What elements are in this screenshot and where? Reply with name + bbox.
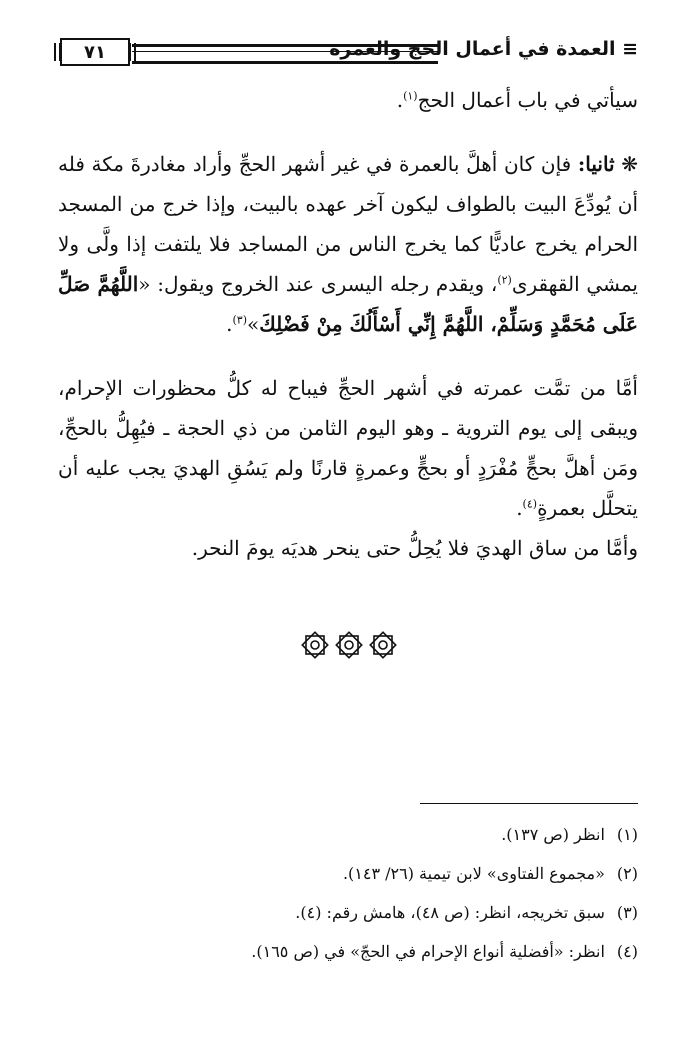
paragraph-1: [58, 80, 638, 120]
footnote-ref-4[interactable]: (٤): [522, 497, 538, 511]
footnote-separator: [420, 803, 638, 804]
footnote-number: (٢): [616, 864, 638, 883]
paragraph-2: [58, 144, 638, 344]
footnote-number: (٣): [616, 903, 638, 922]
footnote-ref-2[interactable]: (٢): [497, 273, 512, 287]
footnote-text: «مجموع الفتاوى» لابن تيمية (٢٦/ ١٤٣).: [342, 864, 605, 883]
footnote-text: انظر (ص ١٣٧).: [501, 825, 605, 844]
bullet-icon: ❋: [621, 152, 638, 176]
paragraph-1-end: .: [396, 88, 404, 112]
star-ornament-icon: [334, 630, 364, 660]
footnote-text: سبق تخريجه، انظر: (ص ٤٨)، هامش رقم: (٤).: [295, 903, 605, 922]
paragraph-2-end: .: [226, 312, 233, 336]
footnote-text: انظر: «أفضلية أنواع الإحرام في الحجّ» في (ص ١٦٥).: [251, 942, 605, 961]
dua-quote: اللَّهُمَّ صَلِّ عَلَى مُحَمَّدٍ وَسَلِّمْ، اللَّهُمَّ إِنِّي أَسْأَلُكَ مِنْ فَضْلِكَ: [58, 272, 638, 336]
star-ornament-icon: [300, 630, 330, 660]
footnote-3: [58, 893, 638, 932]
main-text: [58, 80, 638, 568]
footnote-number: (١): [616, 825, 638, 844]
paragraph-3-text: أمَّا من تمَّت عمرته في أشهر الحجِّ فيباح له كلُّ محظورات الإحرام، ويبقى إلى يوم التروية ـ وهو اليوم الثامن من ذي الحجة ـ فيُهِلُّ بالحجِّ، ومَن أهلَّ بحجٍّ مُفْرَدٍ أو بحجٍّ وعمرةٍ قارنًا ولم يَسُقِ الهديَ يجب عليه أن يتحلَّل بعمرةٍ: [58, 376, 638, 520]
book-title: ≡ العمدة في أعمال الحج والعمرة: [329, 38, 638, 60]
paragraph-1-text: سيأتي في باب أعمال الحج: [417, 88, 638, 112]
footnote-4: [58, 932, 638, 971]
footnote-number: (٤): [616, 942, 638, 961]
footnote-2: [58, 854, 638, 893]
star-ornament-icon: [368, 630, 398, 660]
paragraph-2-text-2: ، ويقدم رجله اليسرى عند الخروج ويقول: «: [138, 272, 498, 296]
footnote-ref-1[interactable]: (١): [403, 89, 418, 103]
paragraph-2-text-3: »: [247, 312, 260, 336]
paragraph-2-label: ثانيا:: [577, 152, 615, 176]
running-header: [60, 34, 638, 74]
footnote-1: [58, 815, 638, 854]
footnote-ref-3[interactable]: (٣): [232, 313, 248, 327]
footnotes: [58, 815, 638, 971]
page-number: ٧١: [60, 38, 130, 66]
paragraph-2-text: فإن كان أهلَّ بالعمرة في غير أشهر الحجِّ وأراد مغادرةَ مكة فله أن يُودِّعَ البيت بالطواف ليكون آخر عهده بالبيت، وإذا خرج من المسجد الحرام يخرج عاديًّا كما يخرج الناس من المساجد فلا يلتفت إذا ولَّى ولا يمشي القهقرى: [58, 152, 638, 296]
paragraph-3-end: .: [516, 496, 523, 520]
paragraph-3: [58, 368, 638, 528]
section-divider: [0, 630, 698, 660]
paragraph-4: وأمَّا من ساق الهديَ فلا يُحِلُّ حتى ينحر هديَه يومَ النحر.: [191, 536, 638, 560]
